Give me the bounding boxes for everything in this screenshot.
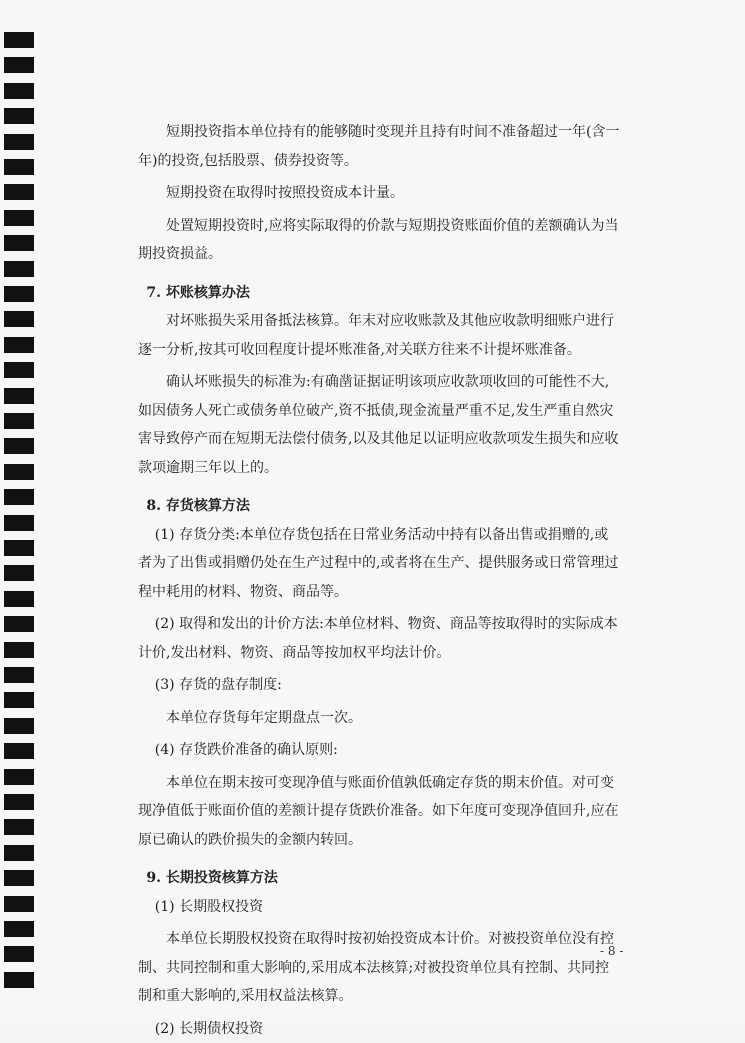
paragraph-debt-investment-title: (2) 长期债权投资 (138, 1015, 620, 1043)
section-heading-long-term-investment: 9. 长期投资核算方法 (138, 864, 620, 893)
paragraph-short-term-measurement: 短期投资在取得时按照投资成本计量。 (138, 179, 620, 208)
binding-hole (4, 134, 34, 150)
binding-hole (4, 718, 34, 734)
paragraph-short-term-disposal: 处置短期投资时,应将实际取得的价款与短期投资账面价值的差额确认为当期投资损益。 (138, 212, 620, 269)
binding-hole (4, 413, 34, 429)
binding-hole (4, 464, 34, 480)
binding-hole (4, 235, 34, 251)
spiral-binding (0, 0, 40, 1024)
page-content (138, 118, 620, 1043)
binding-hole (4, 388, 34, 404)
binding-hole (4, 515, 34, 531)
binding-hole (4, 616, 34, 632)
section-heading-bad-debt: 7. 坏账核算办法 (138, 279, 620, 308)
paragraph-bad-debt-criteria: 确认坏账损失的标准为:有确凿证据证明该项应收款项收回的可能性不大,如因债务人死亡或债务单位破产,资不抵债,现金流量严重不足,发生严重自然灾害导致停产而在短期无法偿付债务,以及其他足以证明应收款项发生损失和应收款项逾期三年以上的。 (138, 368, 620, 482)
paragraph-inventory-pricing: (2) 取得和发出的计价方法:本单位材料、物资、商品等按取得时的实际成本计价,发出材料、物资、商品等按加权平均法计价。 (138, 610, 620, 667)
binding-hole (4, 819, 34, 835)
binding-hole (4, 794, 34, 810)
binding-hole (4, 921, 34, 937)
binding-hole (4, 870, 34, 886)
page-number: - 8 - (600, 944, 623, 958)
paragraph-equity-investment: 本单位长期股权投资在取得时按初始投资成本计价。对被投资单位没有控制、共同控制和重大影响的,采用成本法核算;对被投资单位具有控制、共同控制和重大影响的,采用权益法核算。 (138, 925, 620, 1011)
paragraph-inventory-count-system: (3) 存货的盘存制度: (138, 671, 620, 700)
binding-hole (4, 438, 34, 454)
binding-hole (4, 337, 34, 353)
binding-hole (4, 540, 34, 556)
binding-hole (4, 946, 34, 962)
binding-hole (4, 769, 34, 785)
paragraph-inventory-classification: (1) 存货分类:本单位存货包括在日常业务活动中持有以备出售或捐赠的,或者为了出售或捐赠仍处在生产过程中的,或者将在生产、提供服务或日常管理过程中耗用的材料、物资、商品等。 (138, 521, 620, 607)
paragraph-short-term-definition: 短期投资指本单位持有的能够随时变现并且持有时间不准备超过一年(含一年)的投资,包括股票、债券投资等。 (138, 118, 620, 175)
binding-hole (4, 210, 34, 226)
binding-hole (4, 667, 34, 683)
binding-hole (4, 845, 34, 861)
binding-hole (4, 159, 34, 175)
binding-hole (4, 692, 34, 708)
binding-hole (4, 489, 34, 505)
binding-hole (4, 311, 34, 327)
binding-hole (4, 32, 34, 48)
paragraph-inventory-impairment: 本单位在期末按可变现净值与账面价值孰低确定存货的期末价值。对可变现净值低于账面价值的差额计提存货跌价准备。如下年度可变现净值回升,应在原已确认的跌价损失的金额内转回。 (138, 769, 620, 855)
binding-hole (4, 591, 34, 607)
binding-hole (4, 896, 34, 912)
paragraph-bad-debt-method: 对坏账损失采用备抵法核算。年末对应收账款及其他应收款明细账户进行逐一分析,按其可收回程度计提坏账准备,对关联方往来不计提坏账准备。 (138, 307, 620, 364)
binding-hole (4, 83, 34, 99)
paragraph-equity-investment-title: (1) 长期股权投资 (138, 893, 620, 922)
binding-hole (4, 565, 34, 581)
binding-hole (4, 184, 34, 200)
paragraph-inventory-count-frequency: 本单位存货每年定期盘点一次。 (138, 704, 620, 733)
binding-hole (4, 972, 34, 988)
section-heading-inventory: 8. 存货核算方法 (138, 492, 620, 521)
binding-hole (4, 362, 34, 378)
binding-hole (4, 743, 34, 759)
binding-hole (4, 57, 34, 73)
binding-hole (4, 261, 34, 277)
paragraph-inventory-impairment-title: (4) 存货跌价准备的确认原则: (138, 736, 620, 765)
binding-hole (4, 642, 34, 658)
binding-hole (4, 108, 34, 124)
binding-hole (4, 286, 34, 302)
